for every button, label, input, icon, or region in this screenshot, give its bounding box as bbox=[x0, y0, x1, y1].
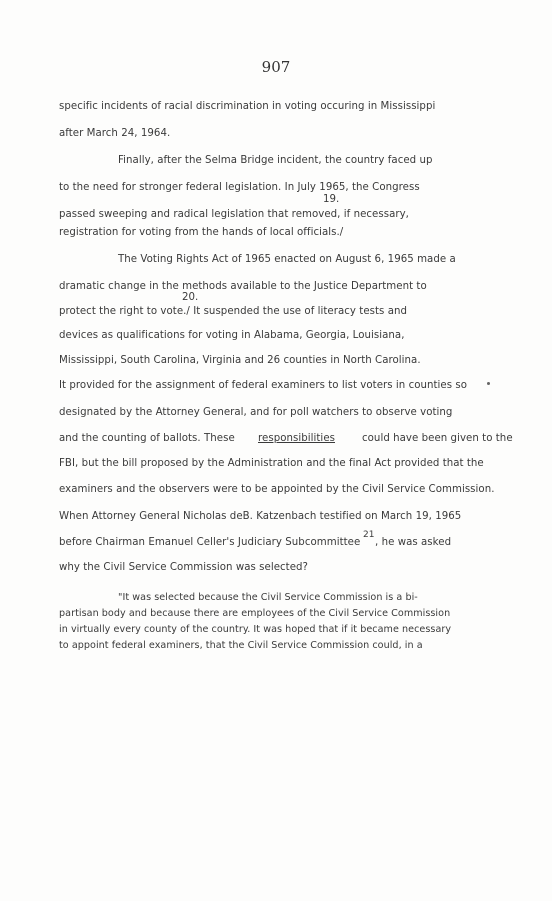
quote-line: in virtually every county of the country. It was hoped that if it became necessary bbox=[59, 624, 452, 635]
footnote-marker-19: 19. bbox=[323, 194, 340, 205]
quote-line: "It was selected because the Civil Service Commission is a bi- bbox=[118, 592, 418, 603]
text-line: and the counting of ballots. These bbox=[59, 433, 235, 444]
text-line: after March 24, 1964. bbox=[59, 128, 171, 139]
text-line: passed sweeping and radical legislation that removed, if necessary, bbox=[59, 209, 409, 220]
text-line: before Chairman Emanuel Celler's Judiciary Subcommittee bbox=[59, 537, 361, 548]
text-line: devices as qualifications for voting in Alabama, Georgia, Louisiana, bbox=[59, 330, 405, 341]
text-line: Finally, after the Selma Bridge incident, the country faced up bbox=[118, 155, 433, 166]
quote-line: partisan body and because there are employees of the Civil Service Commission bbox=[59, 608, 451, 619]
page-number: 907 bbox=[261, 58, 291, 76]
text-line: protect the right to vote./ It suspended the use of literacy tests and bbox=[59, 306, 408, 317]
quote-line: to appoint federal examiners, that the Civil Service Commission could, in a bbox=[59, 640, 423, 651]
text-line: It provided for the assignment of federal examiners to list voters in counties so bbox=[59, 380, 468, 391]
stray-mark bbox=[487, 382, 490, 385]
footnote-marker-20: 20. bbox=[182, 292, 199, 303]
footnote-marker-21: 21 bbox=[363, 530, 375, 540]
text-line: Mississippi, South Carolina, Virginia and 26 counties in North Carolina. bbox=[59, 355, 421, 366]
text-line: could have been given to the bbox=[362, 433, 513, 444]
text-line: specific incidents of racial discrimination in voting occuring in Mississippi bbox=[59, 101, 436, 112]
text-line: to the need for stronger federal legislation. In July 1965, the Congress bbox=[59, 182, 420, 193]
text-line: designated by the Attorney General, and for poll watchers to observe voting bbox=[59, 407, 453, 418]
text-line: examiners and the observers were to be appointed by the Civil Service Commission. bbox=[59, 484, 495, 495]
text-line: FBI, but the bill proposed by the Administration and the final Act provided that the bbox=[59, 458, 484, 469]
text-line: registration for voting from the hands of local officials./ bbox=[59, 227, 344, 238]
text-line: why the Civil Service Commission was selected? bbox=[59, 562, 309, 573]
text-line: When Attorney General Nicholas deB. Katzenbach testified on March 19, 1965 bbox=[59, 511, 462, 522]
text-line: The Voting Rights Act of 1965 enacted on August 6, 1965 made a bbox=[118, 254, 456, 265]
text-line: dramatic change in the methods available to the Justice Department to bbox=[59, 281, 427, 292]
text-line: , he was asked bbox=[375, 537, 452, 548]
underlined-word: responsibilities bbox=[258, 433, 335, 444]
